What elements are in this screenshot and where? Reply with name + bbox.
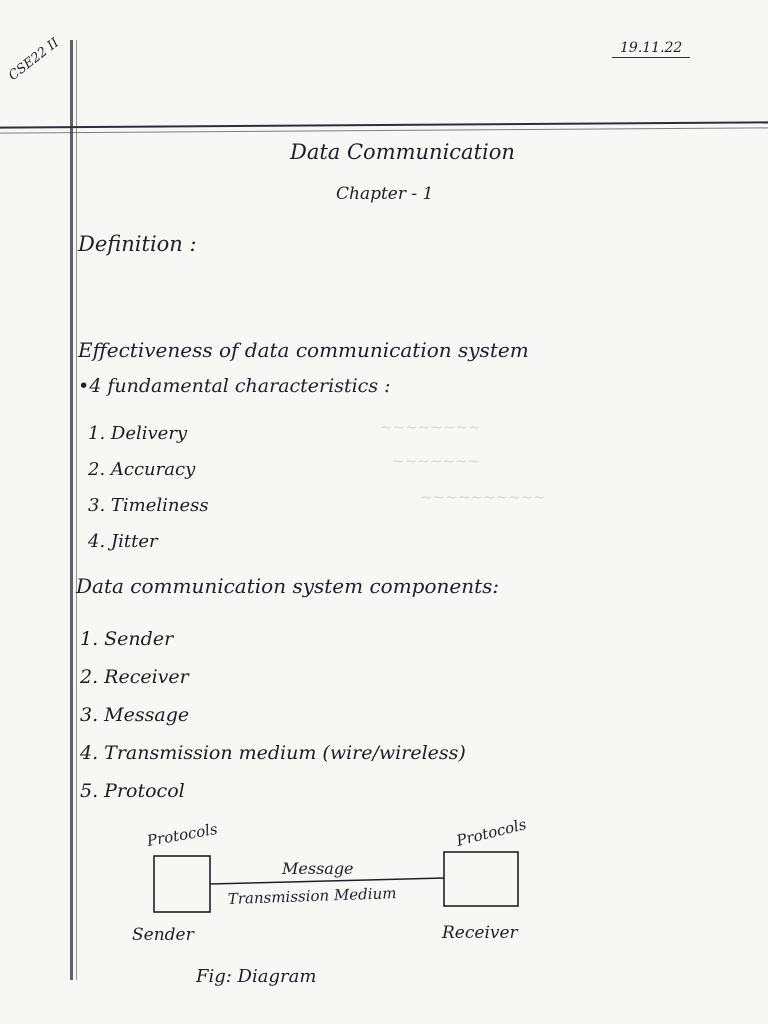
margin-line [70,40,73,980]
components-heading: Data communication system components: [76,574,500,598]
figure-caption: Fig: Diagram [196,966,317,987]
receiver-protocol-label: Protocols [454,815,529,850]
fundamentals-heading-text: 4 fundamental characteristics : [89,375,391,397]
list-item: 4. Jitter [88,531,158,552]
bleed-through-text: ~~~~~~~~ [380,418,481,436]
bleed-through-text: ~~~~~~~ [392,452,480,470]
list-item: 1. Sender [80,628,174,650]
page-title: Data Communication [290,140,515,164]
components-list [80,620,466,810]
margin-note: CSE22 II [6,35,62,84]
bleed-through-text: ~~~~~~~~~~ [420,488,546,506]
transmission-line [210,878,444,884]
header-rule-secondary [0,127,768,133]
list-item: 2. Receiver [80,666,189,688]
date: 19.11.22 [612,40,690,58]
list-item: 3. Message [80,704,190,726]
receiver-box [444,852,518,906]
message-label: Message [282,859,354,878]
receiver-label: Receiver [442,923,518,943]
list-item: 2. Accuracy [88,459,196,480]
list-item: 3. Timeliness [88,495,209,516]
definition-heading: Definition : [78,232,197,256]
characteristics-list [88,416,209,560]
effectiveness-heading: Effectiveness of data communication system [78,338,529,362]
communication-diagram [120,812,560,992]
sender-protocol-label: Protocols [145,819,219,850]
medium-label: Transmission Medium [227,884,397,908]
list-item: 4. Transmission medium (wire/wireless) [80,742,466,764]
margin-line-inner [76,40,77,980]
chapter-heading: Chapter - 1 [336,184,434,204]
sender-label: Sender [132,925,194,945]
list-item: 5. Protocol [80,780,185,802]
list-item: 1. Delivery [88,423,188,444]
fundamentals-heading: •4 fundamental characteristics : [78,375,391,397]
sender-box [154,856,210,912]
